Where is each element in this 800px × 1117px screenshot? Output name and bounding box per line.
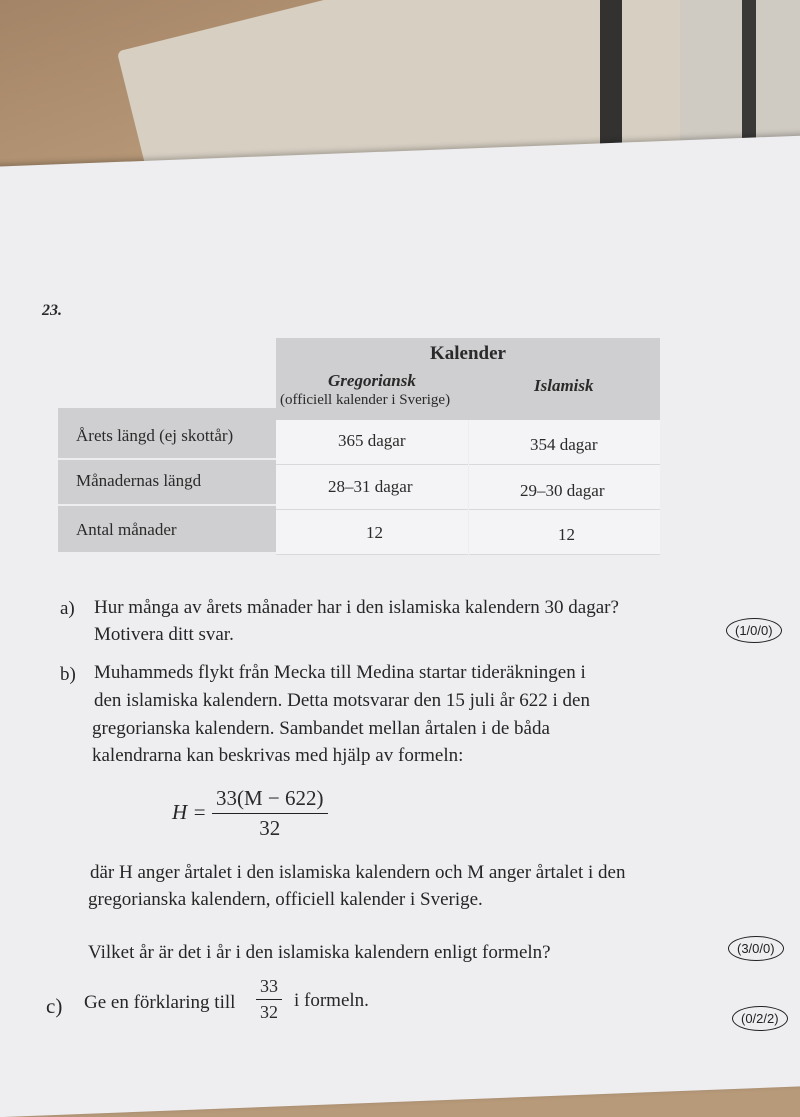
part-b-text-line: den islamiska kalendern. Detta motsvarar den 15 juli år 622 i den bbox=[94, 690, 590, 711]
cell-value: 354 dagar bbox=[530, 435, 598, 454]
cell-value: 365 dagar bbox=[338, 431, 406, 450]
part-a-text-line: Motivera ditt svar. bbox=[94, 624, 234, 645]
formula-lhs: H = bbox=[172, 800, 207, 824]
part-b-text-line: gregorianska kalendern. Sambandet mellan årtalen i de båda bbox=[92, 718, 550, 739]
part-b-question: Vilket år är det i år i den islamiska kalendern enligt formeln? bbox=[88, 942, 551, 963]
fraction-numerator: 33 bbox=[256, 976, 282, 1000]
formula-numerator: 33(M − 622) bbox=[212, 786, 328, 814]
part-a-text-line: Hur många av årets månader har i den islamiska kalendern 30 dagar? bbox=[94, 597, 619, 618]
cell-value: 29–30 dagar bbox=[520, 481, 605, 500]
part-b-text-line: kalendrarna kan beskrivas med hjälp av formeln: bbox=[92, 745, 464, 766]
points-badge-a: (1/0/0) bbox=[726, 618, 782, 643]
part-a-label: a) bbox=[60, 598, 75, 619]
part-b-text-line: där H anger årtalet i den islamiska kalendern och M anger årtalet i den bbox=[90, 862, 626, 883]
col-islamic-title: Islamisk bbox=[534, 376, 594, 395]
part-c-fraction bbox=[256, 976, 282, 1023]
cell-value: 12 bbox=[366, 523, 383, 542]
cell-value: 12 bbox=[558, 525, 575, 544]
part-c-text: i formeln. bbox=[294, 990, 369, 1011]
part-b-text-line: Muhammeds flykt från Mecka till Medina startar tideräkningen i bbox=[94, 662, 586, 683]
points-badge-c: (0/2/2) bbox=[732, 1006, 788, 1031]
part-b-label: b) bbox=[60, 664, 76, 685]
fraction-denominator: 32 bbox=[260, 1002, 278, 1022]
points-badge-b: (3/0/0) bbox=[728, 936, 784, 961]
cell-value: 28–31 dagar bbox=[328, 477, 413, 496]
part-c-text: Ge en förklaring till bbox=[84, 992, 236, 1013]
row-label: Årets längd (ej skottår) bbox=[76, 426, 234, 445]
formula-denominator: 32 bbox=[259, 816, 281, 840]
part-c-label: c) bbox=[46, 994, 63, 1018]
question-number: 23. bbox=[42, 302, 62, 319]
table-title: Kalender bbox=[430, 343, 506, 364]
calendar-table bbox=[58, 338, 660, 556]
row-label: Månadernas längd bbox=[76, 471, 202, 490]
row-label: Antal månader bbox=[76, 520, 177, 539]
formula-fraction bbox=[212, 786, 328, 841]
part-b-text-line: gregorianska kalendern, officiell kalender i Sverige. bbox=[88, 889, 483, 910]
col-gregorian-title: Gregoriansk bbox=[328, 371, 416, 390]
col-gregorian-subtitle: (officiell kalender i Sverige) bbox=[280, 392, 451, 408]
